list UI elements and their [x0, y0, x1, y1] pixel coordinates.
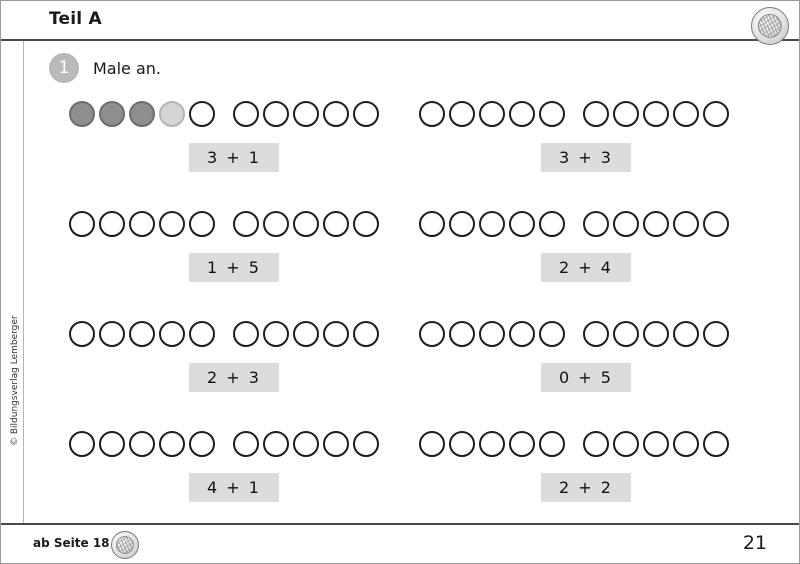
page-title: Teil A	[49, 9, 102, 29]
circle-empty[interactable]	[703, 211, 729, 237]
circle-empty[interactable]	[263, 101, 289, 127]
circle-empty[interactable]	[643, 211, 669, 237]
circle-row	[69, 431, 383, 457]
page-footer	[1, 523, 799, 563]
circle-empty[interactable]	[323, 431, 349, 457]
circle-empty[interactable]	[583, 101, 609, 127]
circle-empty[interactable]	[703, 321, 729, 347]
circle-empty[interactable]	[509, 101, 535, 127]
equation-label: 2 + 4	[541, 253, 631, 282]
task-header	[49, 53, 161, 83]
circle-empty[interactable]	[673, 211, 699, 237]
exercise-item	[41, 203, 401, 313]
equation-label: 2 + 2	[541, 473, 631, 502]
circle-empty[interactable]	[479, 101, 505, 127]
circle-empty[interactable]	[69, 211, 95, 237]
circle-empty[interactable]	[419, 321, 445, 347]
circle-empty[interactable]	[673, 321, 699, 347]
circle-empty[interactable]	[189, 101, 215, 127]
page-number: 21	[742, 532, 767, 554]
circle-empty[interactable]	[419, 101, 445, 127]
page-header	[1, 1, 799, 41]
circle-empty[interactable]	[643, 101, 669, 127]
circle-empty[interactable]	[539, 101, 565, 127]
exercise-item	[41, 93, 401, 203]
exercise-item	[41, 313, 401, 423]
circle-row	[419, 431, 733, 457]
circle-empty[interactable]	[583, 321, 609, 347]
circle-empty[interactable]	[449, 211, 475, 237]
circle-empty[interactable]	[263, 431, 289, 457]
seal-icon	[751, 7, 789, 45]
left-spine	[1, 41, 24, 523]
circle-empty[interactable]	[233, 211, 259, 237]
circle-empty[interactable]	[643, 431, 669, 457]
circle-empty[interactable]	[539, 321, 565, 347]
circle-empty[interactable]	[129, 211, 155, 237]
circle-filled-light[interactable]	[159, 101, 185, 127]
circle-empty[interactable]	[189, 431, 215, 457]
circle-empty[interactable]	[323, 101, 349, 127]
copyright-notice: © Bildungsverlag Lemberger	[10, 315, 20, 446]
circle-empty[interactable]	[613, 211, 639, 237]
seal-icon	[111, 531, 139, 559]
circle-empty[interactable]	[539, 211, 565, 237]
circle-empty[interactable]	[479, 321, 505, 347]
circle-row	[69, 321, 383, 347]
circle-empty[interactable]	[129, 321, 155, 347]
circle-empty[interactable]	[539, 431, 565, 457]
circle-empty[interactable]	[159, 211, 185, 237]
circle-empty[interactable]	[419, 431, 445, 457]
circle-empty[interactable]	[263, 321, 289, 347]
task-number-badge: 1	[49, 53, 79, 83]
circle-empty[interactable]	[323, 211, 349, 237]
circle-empty[interactable]	[323, 321, 349, 347]
circle-row	[69, 101, 383, 127]
equation-label: 0 + 5	[541, 363, 631, 392]
equation-label: 2 + 3	[189, 363, 279, 392]
circle-empty[interactable]	[159, 321, 185, 347]
circle-empty[interactable]	[159, 431, 185, 457]
circle-empty[interactable]	[583, 211, 609, 237]
circle-row	[419, 101, 733, 127]
circle-empty[interactable]	[479, 211, 505, 237]
circle-empty[interactable]	[293, 101, 319, 127]
circle-empty[interactable]	[293, 321, 319, 347]
circle-empty[interactable]	[703, 101, 729, 127]
circle-empty[interactable]	[673, 431, 699, 457]
circle-row	[419, 321, 733, 347]
equation-label: 4 + 1	[189, 473, 279, 502]
circle-empty[interactable]	[353, 211, 379, 237]
circle-empty[interactable]	[99, 211, 125, 237]
exercise-grid	[41, 93, 761, 533]
exercise-item	[401, 203, 761, 313]
circle-row	[69, 211, 383, 237]
circle-empty[interactable]	[233, 321, 259, 347]
circle-empty[interactable]	[613, 321, 639, 347]
exercise-item	[41, 423, 401, 533]
circle-empty[interactable]	[293, 211, 319, 237]
exercise-item	[401, 313, 761, 423]
circle-empty[interactable]	[99, 431, 125, 457]
circle-empty[interactable]	[419, 211, 445, 237]
circle-empty[interactable]	[509, 431, 535, 457]
exercise-item	[401, 93, 761, 203]
equation-label: 3 + 1	[189, 143, 279, 172]
circle-empty[interactable]	[449, 101, 475, 127]
task-instruction: Male an.	[93, 58, 162, 78]
circle-empty[interactable]	[449, 321, 475, 347]
circle-empty[interactable]	[613, 101, 639, 127]
circle-empty[interactable]	[353, 101, 379, 127]
circle-empty[interactable]	[449, 431, 475, 457]
circle-empty[interactable]	[129, 431, 155, 457]
circle-empty[interactable]	[69, 431, 95, 457]
circle-empty[interactable]	[263, 211, 289, 237]
circle-empty[interactable]	[233, 101, 259, 127]
circle-empty[interactable]	[509, 211, 535, 237]
equation-label: 3 + 3	[541, 143, 631, 172]
circle-empty[interactable]	[479, 431, 505, 457]
footer-reference: ab Seite 18	[33, 536, 110, 550]
circle-row	[419, 211, 733, 237]
circle-empty[interactable]	[99, 321, 125, 347]
equation-label: 1 + 5	[189, 253, 279, 282]
circle-filled-dark[interactable]	[99, 101, 125, 127]
circle-empty[interactable]	[509, 321, 535, 347]
circle-empty[interactable]	[69, 321, 95, 347]
circle-empty[interactable]	[613, 431, 639, 457]
circle-empty[interactable]	[189, 321, 215, 347]
circle-empty[interactable]	[673, 101, 699, 127]
circle-empty[interactable]	[703, 431, 729, 457]
circle-filled-dark[interactable]	[129, 101, 155, 127]
circle-empty[interactable]	[293, 431, 319, 457]
circle-empty[interactable]	[353, 321, 379, 347]
circle-empty[interactable]	[643, 321, 669, 347]
circle-filled-dark[interactable]	[69, 101, 95, 127]
circle-empty[interactable]	[233, 431, 259, 457]
circle-empty[interactable]	[189, 211, 215, 237]
circle-empty[interactable]	[353, 431, 379, 457]
exercise-item	[401, 423, 761, 533]
circle-empty[interactable]	[583, 431, 609, 457]
